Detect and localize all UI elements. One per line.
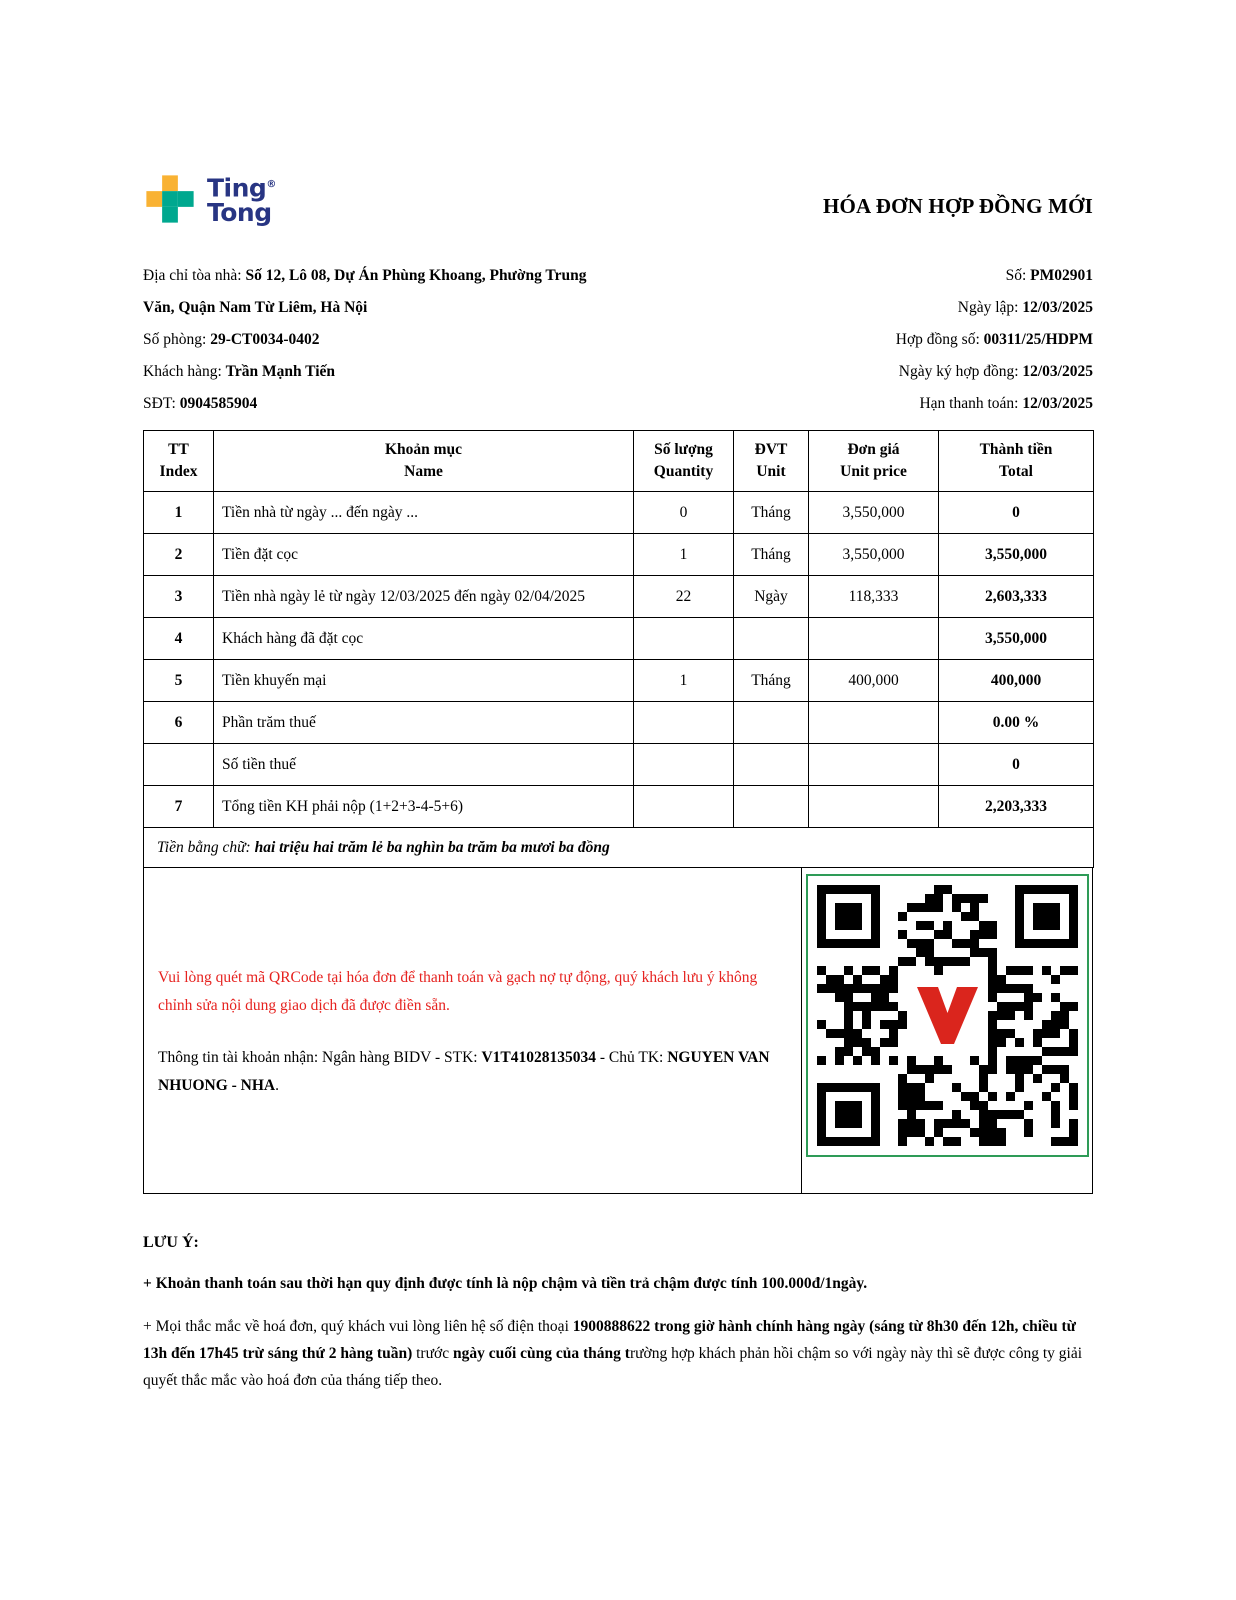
cell-index: 2 — [144, 534, 214, 576]
cell-unit — [734, 744, 809, 786]
header-name-en: Name — [404, 463, 443, 480]
cell-unit — [734, 786, 809, 828]
logo-line2: Tong — [207, 197, 272, 227]
cell-unit-price — [809, 702, 939, 744]
amount-in-words-row — [144, 828, 1094, 868]
cell-name: Tiền nhà ngày lẻ từ ngày 12/03/2025 đến ngày 02/04/2025 — [214, 576, 634, 618]
header-name-vi: Khoản mục — [384, 441, 463, 458]
cell-unit-price — [809, 786, 939, 828]
sign-date-label: Ngày ký hợp đồng: — [898, 363, 1019, 380]
cell-index — [144, 744, 214, 786]
info-section — [143, 260, 1093, 420]
table-row — [144, 786, 1094, 828]
header-index — [144, 431, 214, 492]
items-table — [143, 430, 1094, 868]
cell-name: Tiền khuyến mại — [214, 660, 634, 702]
cell-name: Tiền đặt cọc — [214, 534, 634, 576]
table-row — [144, 492, 1094, 534]
table-row — [144, 576, 1094, 618]
amount-in-words-cell — [144, 828, 1094, 868]
invoice-number-value: PM02901 — [1030, 267, 1093, 284]
phone-line — [143, 388, 621, 420]
cell-total: 3,550,000 — [939, 618, 1094, 660]
contract-number-label: Hợp đồng số: — [895, 331, 980, 348]
cell-total: 0.00 % — [939, 702, 1094, 744]
cell-unit: Ngày — [734, 576, 809, 618]
notes-heading: LƯU Ý: — [143, 1234, 199, 1251]
cell-quantity: 0 — [634, 492, 734, 534]
due-date-value: 12/03/2025 — [1022, 395, 1093, 412]
qr-code[interactable] — [817, 885, 1078, 1146]
note-support-hotline: 1900888622 trong giờ hành chính hàng ngày (sáng từ 8h30 đến 12h, chiều từ 13h đến 17h45 trừ sáng thứ 2 hàng tuần) — [143, 1318, 1076, 1362]
info-left — [143, 260, 621, 420]
cell-quantity: 1 — [634, 534, 734, 576]
header-unit-price — [809, 431, 939, 492]
room-value: 29-CT0034-0402 — [210, 331, 320, 348]
cell-quantity — [634, 702, 734, 744]
header-unit-price-vi: Đơn giá — [847, 441, 900, 458]
phone-label: SĐT: — [143, 395, 176, 412]
cell-index: 6 — [144, 702, 214, 744]
invoice-number-line — [896, 260, 1093, 292]
cell-index: 1 — [144, 492, 214, 534]
account-info-part3: . — [275, 1077, 279, 1094]
cell-unit-price: 3,550,000 — [809, 492, 939, 534]
tingtong-logo-icon — [143, 172, 197, 226]
cell-name: Phần trăm thuế — [214, 702, 634, 744]
header-quantity-en: Quantity — [653, 463, 714, 480]
cell-index: 3 — [144, 576, 214, 618]
cell-name: Số tiền thuế — [214, 744, 634, 786]
header-unit-vi: ĐVT — [754, 441, 788, 458]
tingtong-logo-text — [207, 173, 276, 227]
phone-value: 0904585904 — [179, 395, 258, 412]
header — [143, 172, 1093, 226]
sign-date-value: 12/03/2025 — [1022, 363, 1093, 380]
payment-instructions — [144, 868, 802, 1193]
account-info-part2: - Chủ TK: — [596, 1049, 668, 1066]
amount-in-words-value: hai triệu hai trăm lẻ ba nghìn ba trăm ba mươi ba đồng — [254, 839, 610, 856]
cell-unit-price: 118,333 — [809, 576, 939, 618]
cell-unit-price: 400,000 — [809, 660, 939, 702]
cell-unit-price: 3,550,000 — [809, 534, 939, 576]
header-quantity — [634, 431, 734, 492]
note-support-part3: rường hợp khách phản hồi chậm so với ngày này thì sẽ được công ty giải quyết thắc mắc vào hoá đơn của tháng tiếp theo. — [143, 1345, 1083, 1389]
cell-unit — [734, 702, 809, 744]
contract-number-value: 00311/25/HDPM — [983, 331, 1093, 348]
cell-total: 2,203,333 — [939, 786, 1094, 828]
cell-unit — [734, 618, 809, 660]
issue-date-value: 12/03/2025 — [1022, 299, 1093, 316]
logo-line1: Ting — [207, 173, 267, 203]
cell-unit-price — [809, 744, 939, 786]
invoice-number-label: Số: — [1005, 267, 1027, 284]
header-index-en: Index — [159, 463, 198, 480]
qr-panel — [802, 868, 1092, 1193]
cell-index: 5 — [144, 660, 214, 702]
room-line — [143, 324, 621, 356]
cell-index: 4 — [144, 618, 214, 660]
header-total — [939, 431, 1094, 492]
contract-number-line — [896, 324, 1093, 356]
table-row — [144, 702, 1094, 744]
table-row — [144, 660, 1094, 702]
cell-unit-price — [809, 618, 939, 660]
header-quantity-vi: Số lượng — [654, 441, 713, 458]
due-date-line — [896, 388, 1093, 420]
cell-name: Khách hàng đã đặt cọc — [214, 618, 634, 660]
account-info — [158, 1044, 779, 1100]
account-number: V1T41028135034 — [481, 1049, 596, 1066]
payment-section — [143, 867, 1093, 1194]
cell-index: 7 — [144, 786, 214, 828]
tingtong-logo — [143, 172, 276, 226]
qr-frame — [806, 874, 1089, 1157]
footer-notes — [143, 1234, 1093, 1394]
account-holder: NGUYEN VAN NHUONG - NHA — [158, 1049, 770, 1094]
issue-date-line — [896, 292, 1093, 324]
cell-quantity — [634, 744, 734, 786]
account-info-part1: Thông tin tài khoản nhận: Ngân hàng BIDV - STK: — [158, 1049, 482, 1066]
cell-quantity: 22 — [634, 576, 734, 618]
note-support — [143, 1313, 1093, 1394]
note-support-part2: trước — [412, 1345, 453, 1362]
cell-quantity — [634, 786, 734, 828]
address-label: Địa chỉ tòa nhà: — [143, 267, 242, 284]
note-late-fee: + Khoản thanh toán sau thời hạn quy định được tính là nộp chậm và tiền trả chậm được tính 100.000đ/1ngày. — [143, 1275, 868, 1292]
info-right — [896, 260, 1093, 420]
cell-quantity: 1 — [634, 660, 734, 702]
cell-total: 400,000 — [939, 660, 1094, 702]
table-row — [144, 534, 1094, 576]
cell-name: Tổng tiền KH phải nộp (1+2+3-4-5+6) — [214, 786, 634, 828]
note-support-deadline: ngày cuối cùng của tháng t — [452, 1345, 630, 1362]
cell-unit: Tháng — [734, 492, 809, 534]
note-support-part1: + Mọi thắc mắc về hoá đơn, quý khách vui lòng liên hệ số điện thoại — [143, 1318, 573, 1335]
cell-name: Tiền nhà từ ngày ... đến ngày ... — [214, 492, 634, 534]
qr-payment-note: Vui lòng quét mã QRCode tại hóa đơn để thanh toán và gạch nợ tự động, quý khách lưu ý không chỉnh sửa nội dung giao dịch đã được điền sẵn. — [158, 969, 758, 1014]
cell-unit: Tháng — [734, 534, 809, 576]
customer-label: Khách hàng: — [143, 363, 222, 380]
invoice-title: HÓA ĐƠN HỢP ĐỒNG MỚI — [822, 194, 1093, 218]
header-total-en: Total — [999, 463, 1033, 480]
due-date-label: Hạn thanh toán: — [919, 395, 1019, 412]
header-unit-en: Unit — [756, 463, 786, 480]
header-unit-price-en: Unit price — [840, 463, 907, 480]
header-total-vi: Thành tiền — [979, 441, 1053, 458]
amount-in-words-label: Tiền bằng chữ: — [157, 839, 251, 856]
cell-unit: Tháng — [734, 660, 809, 702]
sign-date-line — [896, 356, 1093, 388]
address-line — [143, 260, 621, 324]
header-index-vi: TT — [168, 441, 189, 458]
address-value: Số 12, Lô 08, Dự Án Phùng Khoang, Phường Trung Văn, Quận Nam Từ Liêm, Hà Nội — [143, 267, 587, 316]
cell-total: 2,603,333 — [939, 576, 1094, 618]
customer-line — [143, 356, 621, 388]
room-label: Số phòng: — [143, 331, 207, 348]
customer-value: Trần Mạnh Tiến — [225, 363, 336, 380]
invoice-page — [143, 0, 1093, 1394]
table-row — [144, 744, 1094, 786]
header-unit — [734, 431, 809, 492]
registered-mark: ® — [266, 179, 276, 191]
table-header-row — [144, 431, 1094, 492]
cell-total: 3,550,000 — [939, 534, 1094, 576]
table-row — [144, 618, 1094, 660]
header-name — [214, 431, 634, 492]
cell-quantity — [634, 618, 734, 660]
cell-total: 0 — [939, 492, 1094, 534]
issue-date-label: Ngày lập: — [957, 299, 1019, 316]
cell-total: 0 — [939, 744, 1094, 786]
